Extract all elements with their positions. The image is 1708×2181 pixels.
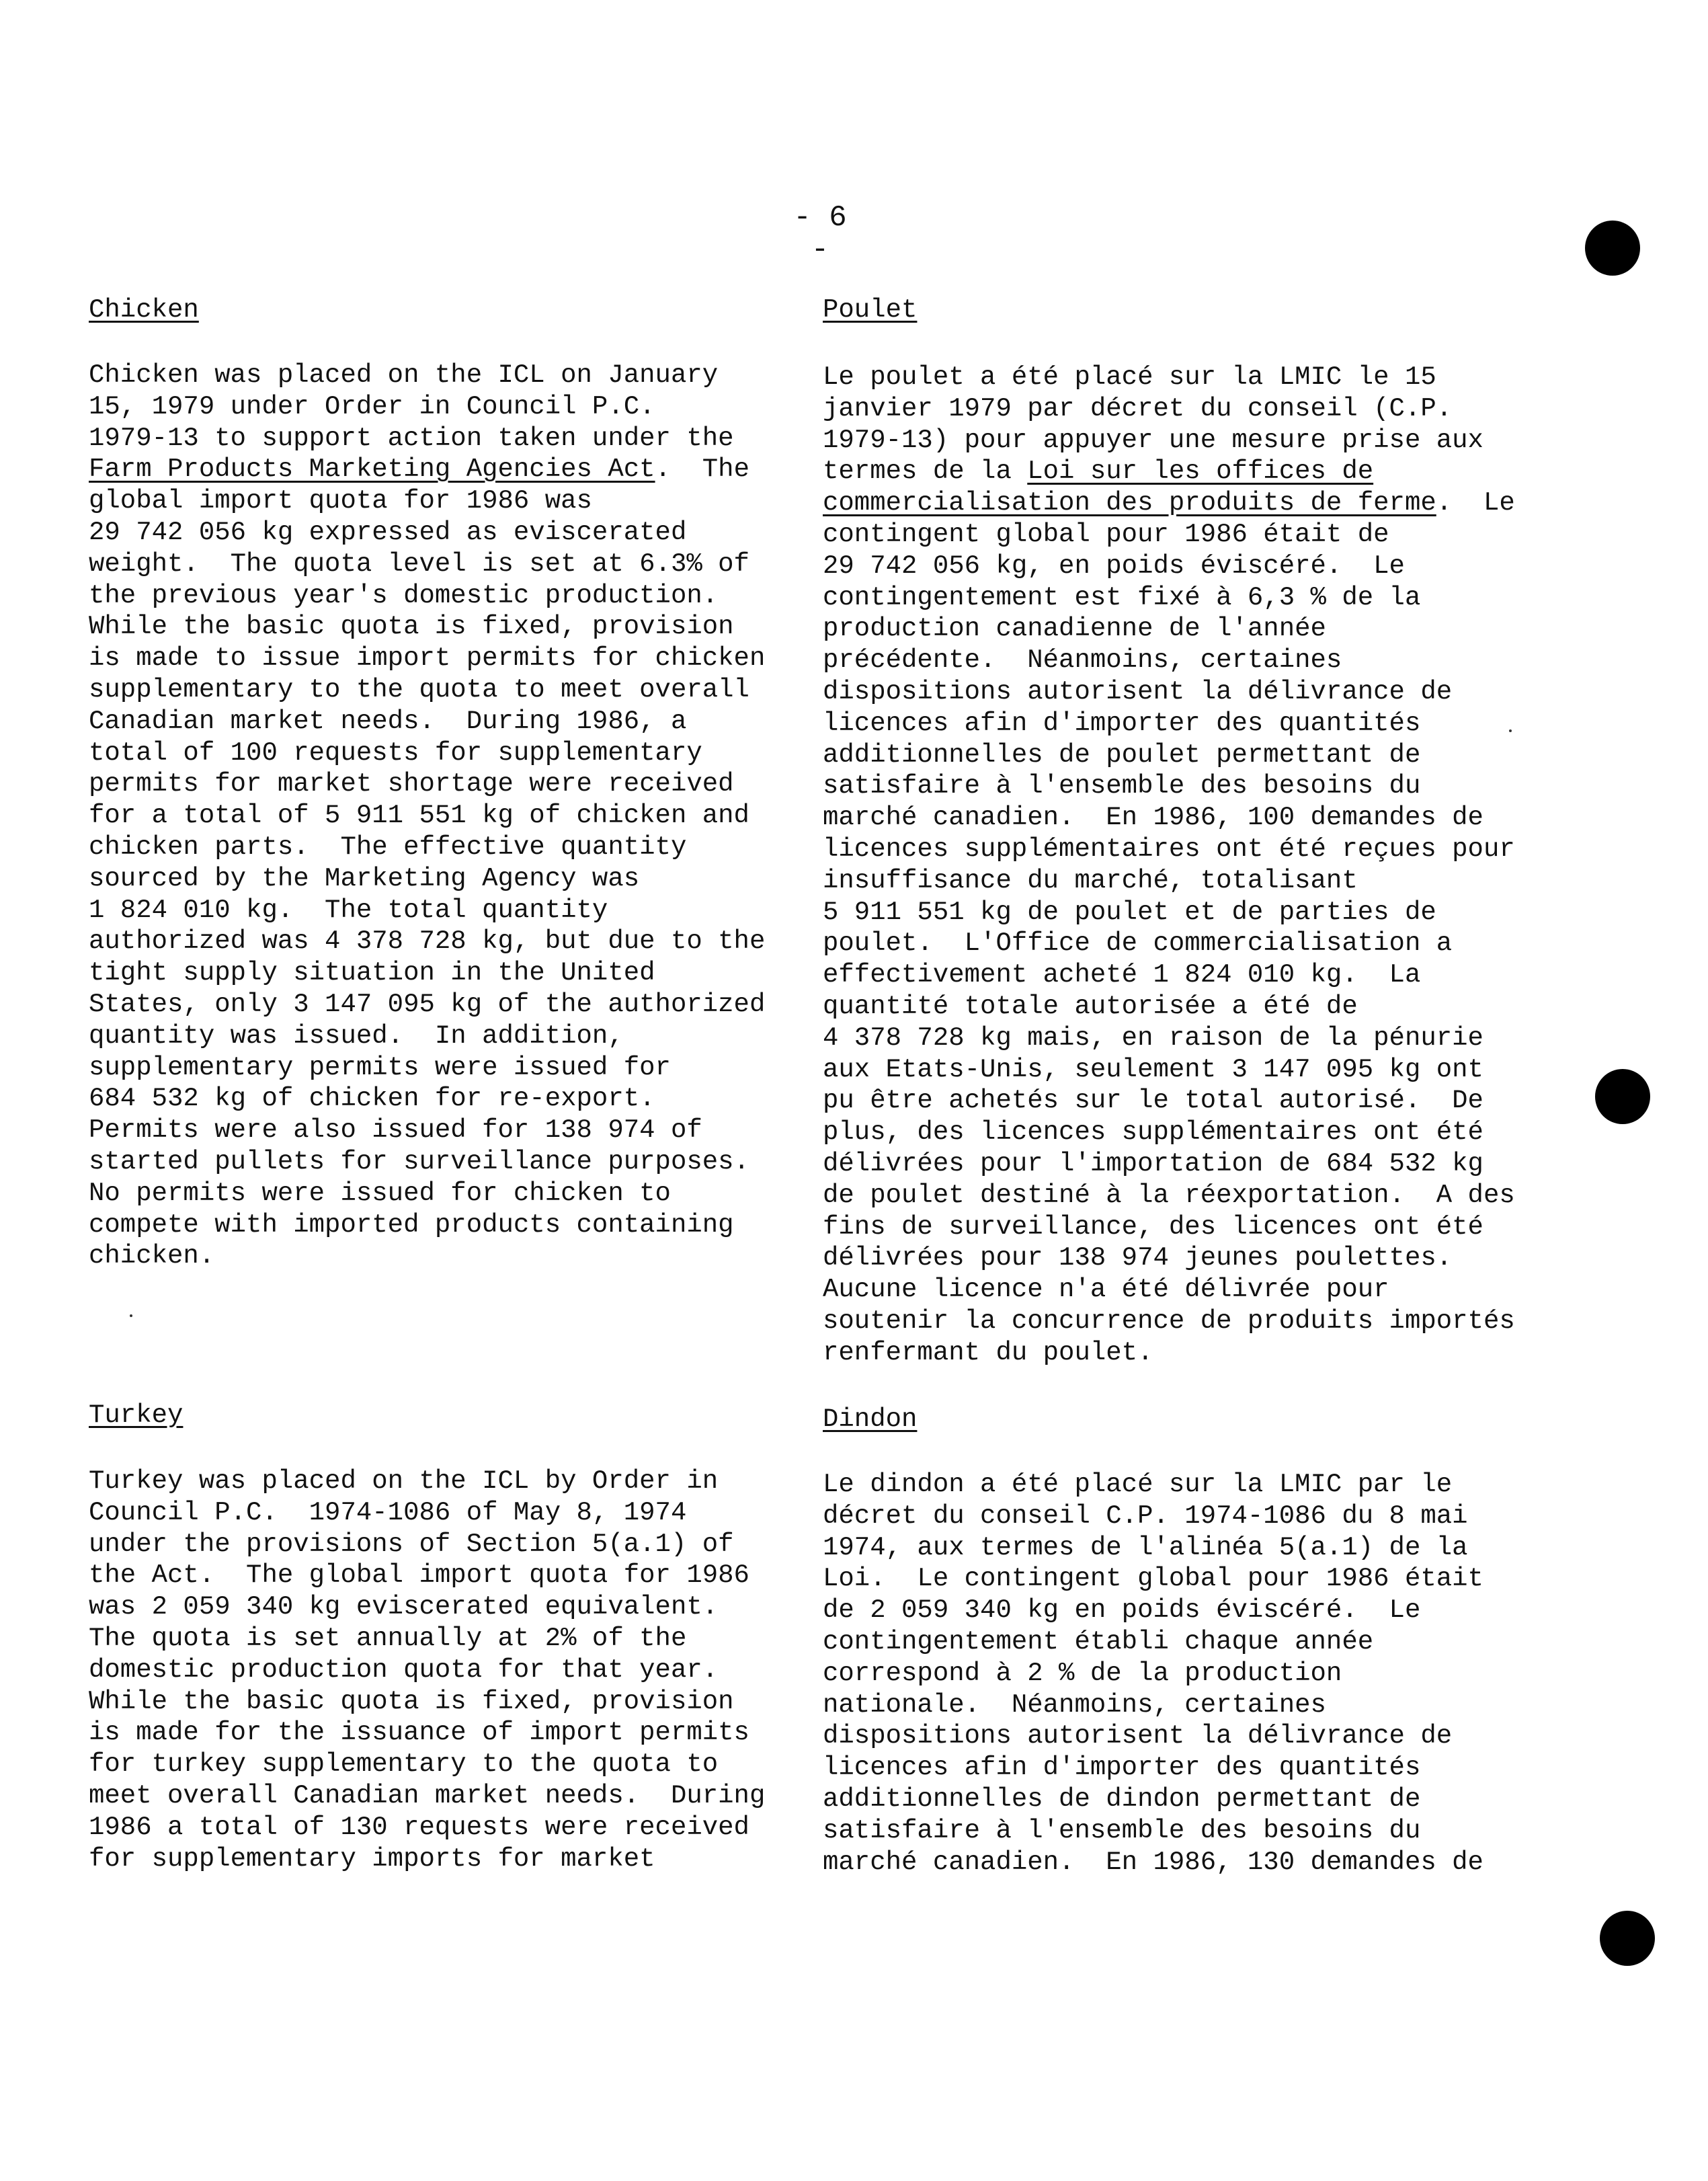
- text-line: effectivement acheté 1 824 010 kg. La: [823, 960, 1421, 990]
- text-line: authorized was 4 378 728 kg, but due to the: [89, 926, 766, 957]
- text-line: tight supply situation in the United: [89, 958, 655, 988]
- text-line: for turkey supplementary to the quota to: [89, 1749, 719, 1780]
- paragraph-dindon: [823, 1469, 1596, 1878]
- text-line: the previous year's domestic production.: [89, 580, 719, 610]
- text-line: licences supplémentaires ont été reçues pour: [823, 834, 1515, 864]
- text-line: States, only 3 147 095 kg of the authorized: [89, 989, 766, 1019]
- text-line: meet overall Canadian market needs. During: [89, 1780, 766, 1811]
- text-line: 29 742 056 kg, en poids éviscéré. Le: [823, 551, 1405, 581]
- text-line: marché canadien. En 1986, 130 demandes de: [823, 1847, 1483, 1877]
- text-line: précédente. Néanmoins, certaines: [823, 645, 1342, 676]
- underlined-title: Farm Products Marketing Agencies Act: [89, 454, 655, 485]
- text-line: compete with imported products containing: [89, 1210, 734, 1240]
- text-line: additionnelles de poulet permettant de: [823, 740, 1421, 770]
- text-line: fins de surveillance, des licences ont été: [823, 1212, 1483, 1242]
- heading-chicken: Chicken: [89, 295, 199, 325]
- text-line: Aucune licence n'a été délivrée pour: [823, 1275, 1389, 1305]
- text-line: 1979-13) pour appuyer une mesure prise aux: [823, 425, 1483, 455]
- text-line: 4 378 728 kg mais, en raison de la pénurie: [823, 1023, 1483, 1053]
- text-line: poulet. L'Office de commercialisation a: [823, 928, 1453, 959]
- text-line: nationale. Néanmoins, certaines: [823, 1690, 1326, 1720]
- text-line: While the basic quota is fixed, provision: [89, 612, 734, 642]
- text-line: for supplementary imports for market: [89, 1843, 655, 1874]
- text-line: under the provisions of Section 5(a.1) of: [89, 1529, 734, 1559]
- text-line: [89, 454, 815, 485]
- text-line: licences afin d'importer des quantités: [823, 708, 1421, 738]
- text-line: de poulet destiné à la réexportation. A des: [823, 1180, 1515, 1210]
- text-line: No permits were issued for chicken to: [89, 1178, 671, 1208]
- text-line: contingentement est fixé à 6,3 % de la: [823, 582, 1421, 612]
- text-line: Le dindon a été placé sur la LMIC par le: [823, 1470, 1453, 1499]
- text-line: is made for the issuance of import permits: [89, 1718, 749, 1748]
- text-line: additionnelles de dindon permettant de: [823, 1784, 1421, 1814]
- text-line: 1974, aux termes de l'alinéa 5(a.1) de la: [823, 1532, 1468, 1562]
- paragraph-chicken: [89, 360, 815, 1272]
- underlined-title: Loi sur les offices de: [1027, 457, 1374, 487]
- text-line: [823, 456, 1596, 487]
- text-line: the Act. The global import quota for 1986: [89, 1560, 749, 1591]
- text-line: de 2 059 340 kg en poids éviscéré. Le: [823, 1595, 1421, 1626]
- text-line: contingent global pour 1986 était de: [823, 519, 1389, 549]
- underlined-title: commercialisation des produits de ferme: [823, 488, 1436, 518]
- text-segment: . Le: [1436, 488, 1515, 518]
- text-line: satisfaire à l'ensemble des besoins du: [823, 1815, 1421, 1846]
- text-line: Turkey was placed on the ICL by Order in: [89, 1466, 719, 1496]
- text-line: soutenir la concurrence de produits importés: [823, 1306, 1515, 1336]
- text-line: pu être achetés sur le total autorisé. De: [823, 1086, 1483, 1116]
- text-line: contingentement établi chaque année: [823, 1626, 1374, 1657]
- paragraph-poulet: [823, 362, 1596, 1369]
- text-line: total of 100 requests for supplementary: [89, 738, 702, 768]
- text-line: délivrées pour l'importation de 684 532 kg: [823, 1148, 1483, 1179]
- text-line: sourced by the Marketing Agency was: [89, 863, 640, 894]
- heading-poulet: Poulet: [823, 295, 918, 325]
- heading-dindon: Dindon: [823, 1404, 918, 1434]
- text-line: weight. The quota level is set at 6.3% of: [89, 549, 749, 579]
- text-line: satisfaire à l'ensemble des besoins du: [823, 771, 1421, 801]
- punch-hole-middle: [1595, 1069, 1650, 1124]
- text-line: décret du conseil C.P. 1974-1086 du 8 mai: [823, 1501, 1468, 1531]
- text-line: is made to issue import permits for chicken: [89, 643, 766, 674]
- text-line: permits for market shortage were received: [89, 769, 734, 799]
- text-line: [823, 487, 1596, 519]
- text-line: While the basic quota is fixed, provision: [89, 1686, 734, 1716]
- scan-speck: [1509, 729, 1512, 732]
- text-line: délivrées pour 138 974 jeunes poulettes.: [823, 1243, 1453, 1273]
- text-segment: termes de la: [823, 457, 1028, 487]
- text-line: production canadienne de l'année: [823, 614, 1326, 644]
- text-line: correspond à 2 % de la production: [823, 1658, 1342, 1688]
- text-line: aux Etats-Unis, seulement 3 147 095 kg ont: [823, 1054, 1483, 1084]
- text-line: 1979-13 to support action taken under the: [89, 423, 734, 453]
- text-line: Council P.C. 1974-1086 of May 8, 1974: [89, 1497, 687, 1528]
- text-line: was 2 059 340 kg eviscerated equivalent.: [89, 1592, 719, 1622]
- text-line: quantité totale autorisée a été de: [823, 991, 1358, 1021]
- text-segment: . The: [655, 454, 749, 485]
- text-line: Le poulet a été placé sur la LMIC le 15: [823, 362, 1436, 392]
- text-line: Loi. Le contingent global pour 1986 était: [823, 1564, 1483, 1594]
- text-line: global import quota for 1986 was: [89, 486, 592, 516]
- text-line: quantity was issued. In addition,: [89, 1021, 624, 1051]
- text-line: domestic production quota for that year.: [89, 1655, 719, 1685]
- text-line: Canadian market needs. During 1986, a: [89, 706, 687, 736]
- scan-speck: [130, 1314, 132, 1317]
- text-line: supplementary to the quota to meet overall: [89, 674, 749, 705]
- text-line: The quota is set annually at 2% of the: [89, 1623, 687, 1653]
- text-line: insuffisance du marché, totalisant: [823, 865, 1358, 896]
- text-line: 1 824 010 kg. The total quantity: [89, 895, 608, 925]
- page-number: - 6 -: [793, 201, 847, 267]
- text-line: chicken parts. The effective quantity: [89, 832, 687, 862]
- text-line: Permits were also issued for 138 974 of: [89, 1115, 702, 1146]
- punch-hole-bottom: [1600, 1911, 1655, 1966]
- text-line: plus, des licences supplémentaires ont été: [823, 1117, 1483, 1148]
- punch-hole-top: [1585, 221, 1640, 276]
- text-line: licences afin d'importer des quantités: [823, 1753, 1421, 1783]
- text-line: started pullets for surveillance purposes.: [89, 1146, 749, 1177]
- paragraph-turkey: [89, 1466, 815, 1874]
- text-line: 684 532 kg of chicken for re-export.: [89, 1084, 655, 1114]
- heading-turkey: Turkey: [89, 1400, 184, 1430]
- text-line: for a total of 5 911 551 kg of chicken and: [89, 801, 749, 831]
- text-line: marché canadien. En 1986, 100 demandes de: [823, 803, 1483, 833]
- text-line: chicken.: [89, 1241, 215, 1271]
- text-line: 29 742 056 kg expressed as eviscerated: [89, 517, 687, 547]
- text-line: dispositions autorisent la délivrance de: [823, 676, 1453, 707]
- text-line: dispositions autorisent la délivrance de: [823, 1721, 1453, 1751]
- text-line: supplementary permits were issued for: [89, 1052, 671, 1082]
- text-line: 5 911 551 kg de poulet et de parties de: [823, 897, 1436, 927]
- text-line: 1986 a total of 130 requests were received: [89, 1812, 749, 1842]
- text-line: 15, 1979 under Order in Council P.C.: [89, 391, 655, 422]
- text-line: renfermant du poulet.: [823, 1337, 1153, 1367]
- text-line: Chicken was placed on the ICL on January: [89, 360, 719, 390]
- text-line: janvier 1979 par décret du conseil (C.P.: [823, 393, 1453, 424]
